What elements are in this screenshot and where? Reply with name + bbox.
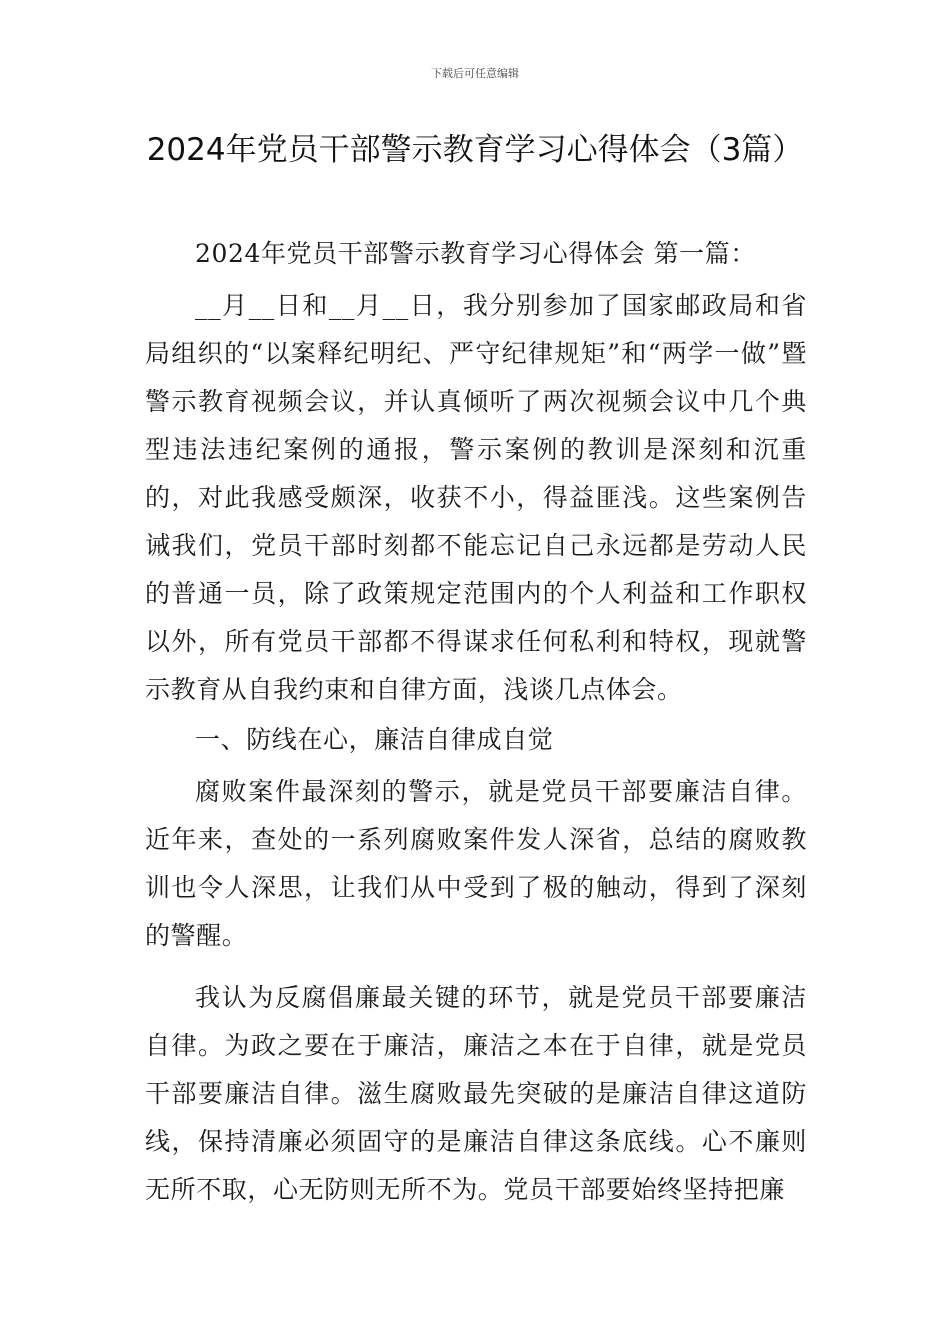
header-note: 下载后可任意编辑: [431, 67, 519, 80]
body-paragraph: 我认为反腐倡廉最关键的环节，就是党员干部要廉洁自律。为政之要在于廉洁，廉洁之本在于自律，就是党员干部要廉洁自律。滋生腐败最先突破的是廉洁自律这道防线，保持清廉必须固守的是廉洁自律这条底线。心不廉则无所不取，心无防则无所不为。党员干部要始终坚持把廉: [145, 983, 807, 1204]
body-paragraph-intro: __月__日和__月__日，我分别参加了国家邮政局和省局组织的“以案释纪明纪、严守纪律规矩”和“两学一做”暨警示教育视频会议，并认真倾听了两次视频会议中几个典型违法违纪案例的通报，警示案例的教训是深刻和沉重的，对此我感受颇深，收获不小，得益匪浅。这些案例告诫我们，党员干部时刻都不能忘记自己永远都是劳动人民的普通一员，除了政策规定范围内的个人利益和工作职权以外，所有党员干部都不得谋求任何私利和特权，现就警示教育从自我约束和自律方面，浅谈几点体会。: [145, 291, 807, 704]
section-subtitle: 2024年党员干部警示教育学习心得体会 第一篇：: [195, 239, 756, 268]
section-heading: 一、防线在心，廉洁自律成自觉: [195, 725, 554, 754]
document-body: [145, 230, 807, 1214]
document-title: 2024年党员干部警示教育学习心得体会（3篇）: [146, 132, 804, 168]
body-paragraph: 腐败案件最深刻的警示，就是党员干部要廉洁自律。近年来，查处的一系列腐败案件发人深省，总结的腐败教训也令人深思，让我们从中受到了极的触动，得到了深刻的警醒。: [145, 777, 807, 950]
